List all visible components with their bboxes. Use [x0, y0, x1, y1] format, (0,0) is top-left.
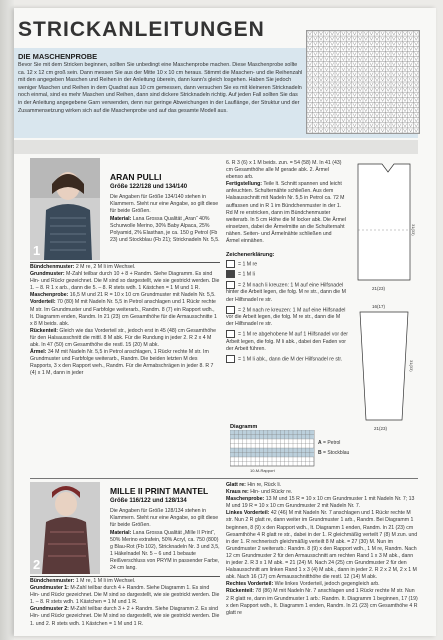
schematic-sleeve-height-label: 31(33): [409, 360, 414, 372]
garment-schematic-sleeve: [352, 300, 418, 445]
diagram-legend-b: [318, 450, 349, 456]
model2-title: MILLE II PRINT MANTEL: [110, 486, 209, 496]
model1-para: [30, 271, 220, 292]
model2-col2: [226, 482, 418, 630]
model2-intro: Die Angaben für Größe 128/134 stehen in Klammern. Steht nur eine Angabe, so gilt diese für beide Größen.: [110, 508, 219, 529]
diagram-legend-key: B: [318, 450, 322, 456]
legend-item-bind: [226, 355, 348, 363]
model1-para-label: Bündchenmuster:: [30, 264, 75, 270]
model2-col2-label: Rückenteil:: [226, 588, 254, 595]
legend-text: = 1 M re abgehobene M auf 1 Hilfsnadel vor der Arbeit legen, die folg. M li abk., dabei den Faden vor der Arbeit führen.: [226, 331, 348, 352]
model1-para-text: 16,5 M und 21 R = 10 x 10 cm Grundmuster mit Nadeln Nr. 5,5.: [69, 292, 216, 299]
swatch-grid-svg: [307, 31, 419, 133]
body-schematic-svg: [352, 160, 418, 300]
divider-band: [14, 140, 418, 154]
model1-para-label: Maschenprobe:: [30, 292, 69, 299]
diagram-legend-key: A: [318, 440, 322, 446]
model2-col2-text: 78 (86) M mit Nadeln Nr. 7 anschlagen und 1 Rückr rechte M str. Nun 2 R glatt re, dann im Grundmuster 1 arb.: Randm. It. Diagramm 1 beginnen, 17 (19) x den Rapport wdh., It. Diagramm 1 enden, Randm. In 21 (23) cm Gesamthöhe 4 R glatt re: [226, 588, 418, 616]
model1-para-text: Gleich wie das Vorderteil str., jedoch erst in 45 (48) cm Gesamthöhe für den Halsausschnitt die mittl. 8 M abk. Für die Rundung in jeder 2. R 2 x 4 M abk. In 47 (50) cm Gesamthöhe die restl. 15 (20) M abk.: [30, 327, 216, 349]
model1-material-label: Material:: [110, 216, 132, 222]
legend-symbol-icon: [226, 260, 235, 268]
legend-item-slip: [226, 330, 348, 353]
legend-item-cross-right: [226, 306, 348, 329]
legend-text: = 2 M nach li kreuzen: 1 M auf eine Hilfsnadel hinter die Arbeit legen, die folg. M re str., dann die M der Hilfsnadel re str.: [226, 282, 346, 303]
garment-schematic-body: [352, 160, 418, 305]
model2-para: [30, 606, 220, 627]
model1-para-label: Ärmel:: [30, 349, 47, 356]
model1-para-text: 2 M re, 2 M li im Wechsel.: [75, 264, 136, 270]
model1-col2-label: Fertigstellung:: [226, 181, 263, 188]
model1-photo: [30, 158, 100, 260]
model2-separator: [30, 576, 220, 577]
model2-col2-para: [226, 482, 418, 489]
page-binding: [0, 0, 14, 640]
model2-col2-para: [226, 510, 418, 581]
model1-para-text: M-Zahl teilbar durch 10 + 8 + Randm. Siehe Diagramm. Es sind Hin- und Rückr gezeichnet. Die M sind so dargestellt, wie sie gestrickt werden. Die 1. – 8. R 1 x arb., dann die 5. – 8. R stets wdh. 1 Kästchen = 1 M und 1 R.: [30, 271, 220, 292]
legend-symbol-icon: [226, 355, 235, 363]
model1-col2-para: [226, 160, 346, 181]
model1-para: [30, 264, 220, 271]
legend-text: = 1 M li abk., dann die M der Hilfsnadel re str.: [238, 356, 343, 363]
model1-para: [30, 328, 220, 349]
intro-text: Bevor Sie mit dem Stricken beginnen, sollten Sie unbedingt eine Maschenprobe machen. Diese Maschenprobe sollte ca. 12 x 12 cm groß sein. Dann messen Sie aus der Mitte 10 x 10 cm heraus. Stimmt die Maschen- und die Reihenzahl mit den angegeben Maschen und Reihen in der Anleitung überein, dann kann's gleich losgehen. Haben Sie jedoch weniger Maschen und Reihen in dem Quadrat aus 10 cm gemessen, dann versuchen Sie es mit kleineren Stricknadeln noch einmal, sind es mehr Maschen und Reihen, dann sind dickere Stricknadeln richtig. Auf jeden Fall sollten Sie das in der Anleitung angegebene Garn verwenden, denn nur geringe Abweichungen in der Lauflänge, der Struktur und der Zusammensetzung wirken sich auf die Maschenprobe und auf das gesamte Modell aus.: [18, 62, 303, 114]
model1-col2-text: Teile lt. Schnitt spannen und leicht anfeuchten. Schulternähte schließen. Aus dem Halsausschnitt mit Nadeln Nr. 5,5 in Petrol ca. 72 M auffassen und in R 1 im Bündchenmuster in der 1. Rd M re erstricken, dann im Bündchenmuster weiterarb. In 5 cm Höhe die M locker abk. Die Ärmel einsetzen, dabei die Ärmelmitte an die Schulternaht nähen. Seiten- und Ärmelnähte schließen und Ärmel einnähen.: [226, 181, 346, 245]
schematic-sleeve-width-label: 16(17): [372, 304, 386, 309]
model2-col2-para: [226, 581, 418, 588]
legend-item-knit: [226, 260, 348, 268]
model2-para-label: Grundmuster 2:: [30, 606, 69, 613]
model2-col2-text: Wie linkes Vorderteil, jedoch gegengleich arb.: [274, 581, 380, 588]
section-separator: [30, 478, 418, 479]
model2-para: [30, 585, 220, 606]
diagram-legend-text: = Stockblau: [323, 450, 350, 456]
legend-symbol-icon: [226, 330, 235, 338]
model2-col2-text: 42 (46) M mit Nadeln Nr. 7 anschlagen und 1 Rückr rechte M str. Nun 2 R glatt re, dann weiter im Grundmuster 1 arb., Randm. Bei Diagramm 1 beginnen, 8 (9) x den Rapport wdh., It. Diagramm 1 enden, Randm. In 21 (23) cm Gesamthöhe 4 R glatt re str., dabei in der 1. R gleichmäßig verteilt 7 (8) M zun. und in der 1. R rechnerisch gleichmäßig verteilt 8 M abk. = 27 (30) M. Nun im Grundmuster 2 weiterarb.: Randm. 8 (9) x den Rapport wdh., 1 M re, Randm. Nach 12 cm Grundmuster 2 für den Armausschnitt am rechten Rand 1 x 3 M abk., dann in jeder 2. R 3 x 1 M abk. = 21 (24) M. Nach 24 (25) cm Grundmuster 2 für den Halsausschnitt am linken Rand 1 x 3 (4) M abk., dann in jeder 2. R 2 x 2 M, 2 x 1 M abk. Nach 16 (17) cm Armausschnitthöhe die restl. 12 (14) M abk.: [226, 510, 418, 581]
model2-para-label: Grundmuster 1:: [30, 585, 69, 592]
page-title: STRICKANLEITUNGEN: [18, 18, 265, 41]
model1-separator: [30, 262, 220, 263]
model2-material-text: Lana Grossa Qualität „Mille II Print“, 50% Merino extrafein, 50% Acryl, ca. 750 (800) g Blau-Rot (Fb 102), Stricknadeln Nr. 3 und 3,5, 1 Häkelnadel Nr. 5 – 6 und 1 bebaute Reißverschluss von PRYM in passender Farbe, 24 cm lang.: [110, 530, 220, 572]
model2-col2-label: Linkes Vorderteil:: [226, 510, 270, 517]
legend-text: = 1 M li: [238, 271, 255, 278]
legend-text: = 2 M nach re kreuzen: 1 M auf eine Hilfsnadel vor die Arbeit legen, die folg. M re str., dann die M der Hilfsnadel re str.: [226, 306, 346, 328]
model2-photo: [30, 482, 100, 574]
model1-intro: Die Angaben für Größe 134/140 stehen in Klammern. Steht nur eine Angabe, so gilt diese für beide Größen.: [110, 194, 219, 215]
model2-para-text: M-Zahl teilbar durch 4 + Randm. Siehe Diagramm 1. Es sind Hin- und Rückr gezeichnet. Die M sind so dargestellt, wie sie gestrickt werden. Die 1. – 8. R stets wdh. 1 Kästchen = 1 M und 1 R.: [30, 585, 220, 606]
model2-col2-text: 13 M und 15 R = 10 x 10 cm Grundmuster 1 mit Nadeln Nr. 7; 13 M und 19 R = 10 x 10 cm Grundmuster 2 mit Nadeln Nr. 7.: [226, 496, 415, 510]
legend-symbol-icon: [226, 281, 235, 289]
legend-heading: Zeichenerklärung:: [226, 252, 275, 258]
legend-symbol-icon: [226, 306, 235, 314]
model1-para-label: Rückenteil:: [30, 327, 58, 334]
schematic-height-label: 31(33): [411, 224, 416, 236]
model1-photo-image: [30, 158, 100, 260]
model2-col2-label: Maschenprobe:: [226, 496, 265, 503]
schematic-sleeve-bottom-label: 21(23): [374, 426, 388, 431]
model2-badge: 2: [33, 557, 41, 572]
model1-para: [30, 299, 220, 327]
diagram-rapport-label: 10-M-Rapport: [250, 468, 275, 473]
model2-col2-label: Kraus re:: [226, 489, 249, 496]
model1-para-label: Grundmuster:: [30, 271, 65, 278]
model1-col2-text: 6. R 3 (6) x 1 M beids. zun. = 54 (58) M. In 41 (43) cm Gesamthöhe alle M gerade abk. 2. Ärmel ebenso arb.: [226, 160, 342, 181]
sleeve-schematic-svg: [352, 300, 418, 440]
model1-para: [30, 349, 220, 377]
model1-body: [30, 264, 220, 478]
legend-text: = 1 M re: [238, 261, 258, 268]
legend-symbol-icon: [226, 270, 235, 278]
model1-para: [30, 292, 220, 299]
model2-col2-para: [226, 588, 418, 616]
model2-para-text: 1 M re, 1 M li im Wechsel.: [75, 578, 136, 584]
gauge-swatch-grid: [306, 30, 420, 134]
model1-col2-para: [226, 181, 346, 245]
model1-para-label: Vorderteil:: [30, 299, 56, 306]
model1-col2: [226, 160, 346, 250]
legend-list: [226, 260, 348, 420]
model2-material-label: Material:: [110, 530, 132, 536]
diagram-legend-text: = Petrol: [323, 440, 341, 446]
model1-material: [110, 216, 220, 244]
schematic-width-label: 21(23): [372, 286, 386, 291]
model2-col2-text: Hin re, Rück li.: [247, 482, 282, 488]
model2-col2-label: Glatt re:: [226, 482, 246, 488]
model2-para-text: M-Zahl teilbar durch 3 + 2 + Randm. Siehe Diagramm 2. Es sind Hin- und Rückr gezeichnet. Die M sind so dargestellt, wie sie gestrickt werden. Die 1. und 2. R stets wdh. 1 Kästchen = 1 M und 1 R.: [30, 606, 220, 627]
model2-sizes: Größe 116/122 und 128/134: [110, 498, 187, 504]
diagram-legend-a: [318, 440, 340, 446]
diagram-label: Diagramm: [230, 424, 258, 430]
model1-para-text: 70 (80) M mit Nadeln Nr. 5,5 in Petrol anschlagen und 1 Rückr rechte M str. Im Grundmuster und Farbfolge weiterarb., Randm. 8 (7) ein Rapport wdh., It. Diagramm enden, Randm. In 21 (23) cm Gesamthöhe für die Armausschnitte 1 x 8 M beids. abk.: [30, 299, 217, 327]
model2-para-label: Bündchenmuster:: [30, 578, 75, 584]
legend-item-purl: [226, 270, 348, 278]
model2-col2-para: [226, 489, 418, 496]
model1-para-text: 34 M mit Nadeln Nr. 5,5 in Petrol anschlagen, 1 Rückr rechte M str. Im Grundmuster und Farbfolge weiterarb., Randm. Die beiden letzten M des Rapports, 3 x den Rapport weh., Randm. Für die Armabschrägen in jeder 8. R 7 (4) x 1 M, dann in jeder: [30, 349, 214, 377]
model2-col2-label: Rechtes Vorderteil:: [226, 581, 274, 588]
model2-body: [30, 578, 220, 630]
model1-material-text: Lana Grossa Qualität „Aran“ 40% Schurwolle Merino, 30% Baby Alpaca, 25% Polyamid, 2% Elasthan, je ca. 150 g Petrol (Fb 23) und Stockblau (Fb 21); Stricknadeln Nr. 5,5.: [110, 216, 220, 244]
model2-photo-image: [30, 482, 100, 574]
model1-badge: 1: [33, 243, 41, 258]
model1-title: ARAN PULLI: [110, 172, 162, 182]
intro-heading: DIE MASCHENPROBE: [18, 52, 98, 61]
model2-para: [30, 578, 220, 585]
model2-col2-para: [226, 496, 418, 510]
model2-material: [110, 530, 220, 574]
model1-sizes: Größe 122/128 und 134/140: [110, 184, 188, 190]
legend-item-cross-left: [226, 281, 348, 304]
model2-col2-text: Hin- und Rückr re.: [250, 489, 293, 496]
